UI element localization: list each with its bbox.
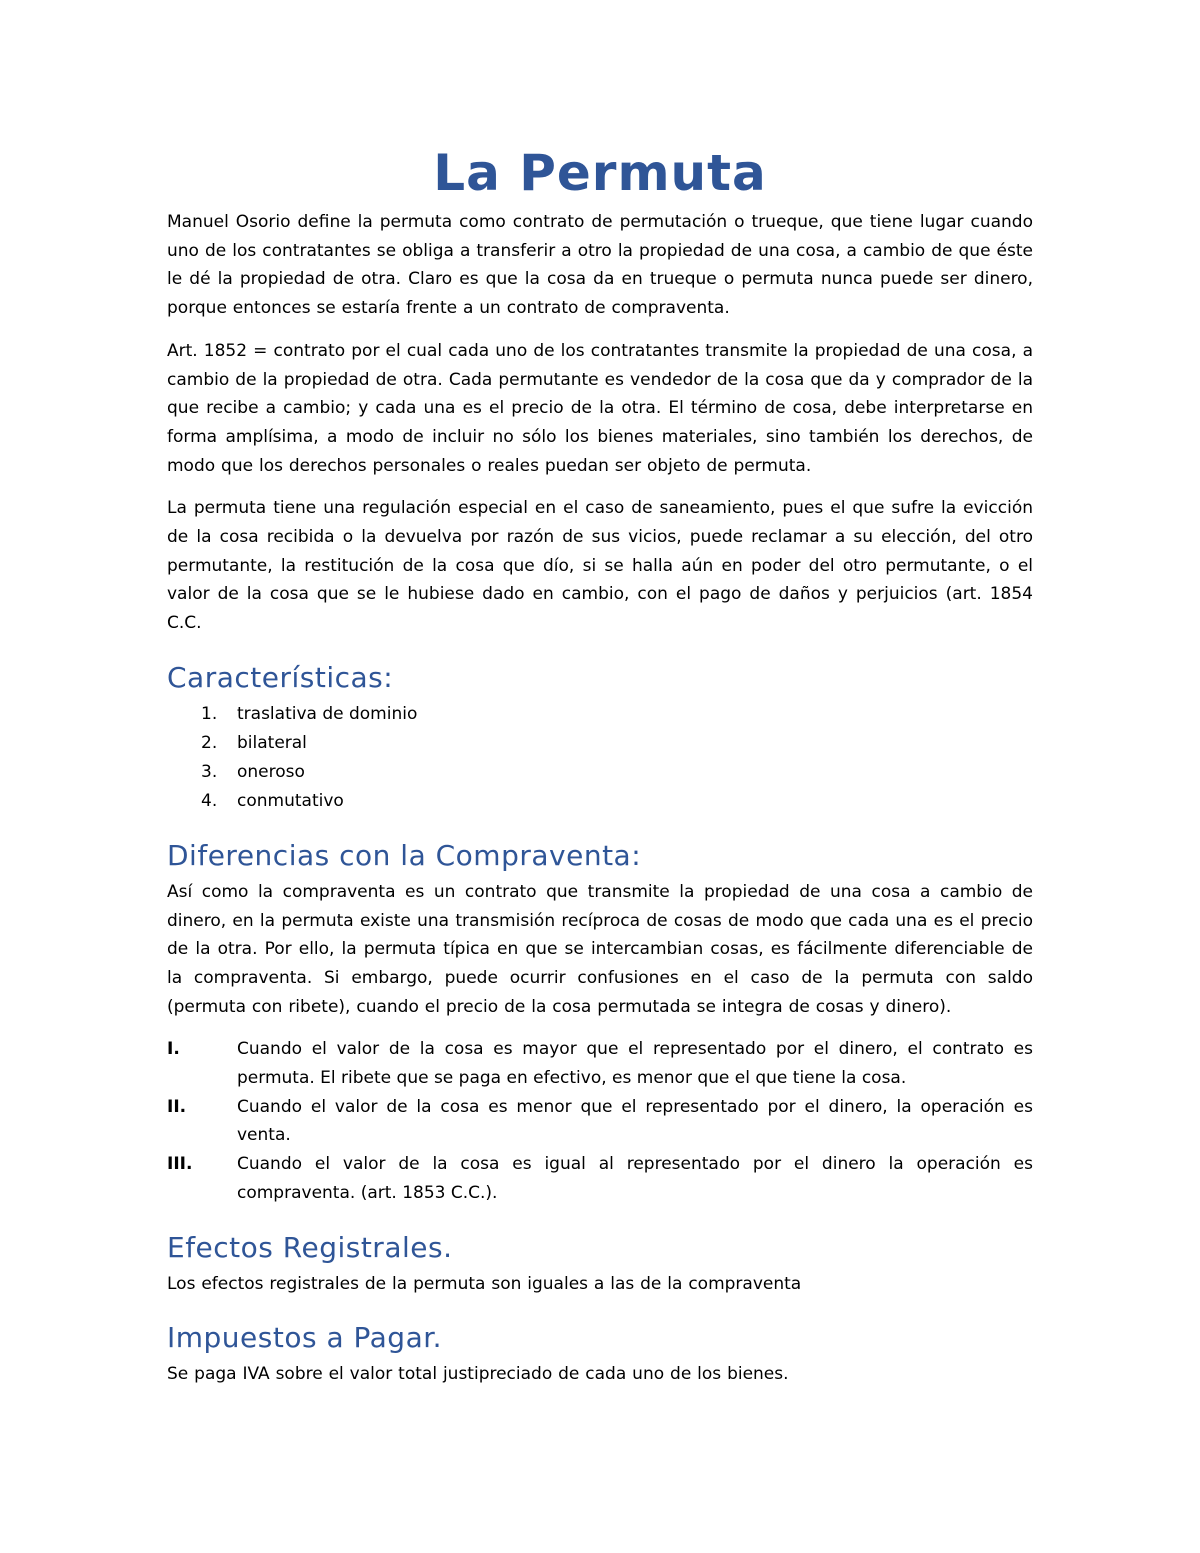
list-item-text: Cuando el valor de la cosa es mayor que el representado por el dinero, el contrato es permuta. El ribete que se paga en efectivo, es menor que el que tiene la cosa. bbox=[237, 1039, 1033, 1089]
list-number: 3. bbox=[201, 761, 218, 782]
list-number: 2. bbox=[201, 732, 218, 753]
intro-paragraph-2: Art. 1852 = contrato por el cual cada uno de los contratantes transmite la propiedad de una cosa, a cambio de la propiedad de otra. Cada permutante es vendedor de la cosa que da y comprador de la que recibe a cambio; y cada una es el precio de la otra. El término de cosa, debe interpretarse en forma amplísima, a modo de incluir no sólo los bienes materiales, sino también los derechos, de modo que los derechos personales o reales puedan ser objeto de permuta. bbox=[167, 340, 1033, 476]
intro-paragraph-3: La permuta tiene una regulación especial en el caso de saneamiento, pues el que sufre la evicción de la cosa recibida o la devuelva por razón de sus vicios, puede reclamar a su elección, del otro permutante, la restitución de la cosa que dío, si se halla aún en poder del otro permutante, o el valor de la cosa que se le hubiese dado en cambio, con el pago de daños y perjuicios (art. 1854 C.C. bbox=[167, 498, 1033, 634]
diferencias-list bbox=[167, 1035, 1033, 1207]
list-item bbox=[167, 758, 1033, 787]
caracteristicas-list bbox=[167, 700, 1033, 816]
list-item bbox=[167, 1150, 1033, 1207]
heading-diferencias: Diferencias con la Compraventa: bbox=[167, 838, 642, 872]
list-item-text: conmutativo bbox=[237, 790, 344, 811]
document-title: La Permuta bbox=[433, 144, 767, 202]
diferencias-paragraph: Así como la compraventa es un contrato que transmite la propiedad de una cosa a cambio de dinero, en la permuta existe una transmisión recíproca de cosas de modo que cada una es el precio de la otra. Por ello, la permuta típica en que se intercambian cosas, es fácilmente diferenciable de la compraventa. Si embargo, puede ocurrir confusiones en el caso de la permuta con saldo (permuta con ribete), cuando el precio de la cosa permutada se integra de cosas y dinero). bbox=[167, 881, 1033, 1017]
efectos-paragraph: Los efectos registrales de la permuta son iguales a las de la compraventa bbox=[167, 1273, 802, 1294]
list-item bbox=[167, 1093, 1033, 1150]
list-number: I. bbox=[167, 1039, 180, 1060]
list-item-text: bilateral bbox=[237, 732, 307, 753]
heading-efectos: Efectos Registrales. bbox=[167, 1230, 453, 1264]
list-item-text: Cuando el valor de la cosa es menor que el representado por el dinero, la operación es venta. bbox=[237, 1096, 1033, 1146]
list-item bbox=[167, 729, 1033, 758]
heading-caracteristicas: Características: bbox=[167, 660, 394, 694]
impuestos-paragraph: Se paga IVA sobre el valor total justipreciado de cada uno de los bienes. bbox=[167, 1364, 789, 1385]
list-item-text: Cuando el valor de la cosa es igual al representado por el dinero la operación es compraventa. (art. 1853 C.C.). bbox=[237, 1154, 1033, 1203]
list-item-text: traslativa de dominio bbox=[237, 703, 418, 724]
list-item-text: oneroso bbox=[237, 761, 305, 782]
list-number: 1. bbox=[201, 703, 218, 724]
list-number: II. bbox=[167, 1096, 187, 1117]
intro-paragraph-1: Manuel Osorio define la permuta como contrato de permutación o trueque, que tiene lugar cuando uno de los contratantes se obliga a transferir a otro la propiedad de una cosa, a cambio de que éste le dé la propiedad de otra. Claro es que la cosa da en trueque o permuta nunca puede ser dinero, porque entonces se estaría frente a un contrato de compraventa. bbox=[167, 212, 1033, 319]
list-item bbox=[167, 700, 1033, 729]
list-number: III. bbox=[167, 1154, 193, 1175]
list-item bbox=[167, 1035, 1033, 1092]
list-number: 4. bbox=[201, 790, 218, 811]
list-item bbox=[167, 787, 1033, 816]
heading-impuestos: Impuestos a Pagar. bbox=[167, 1321, 443, 1355]
